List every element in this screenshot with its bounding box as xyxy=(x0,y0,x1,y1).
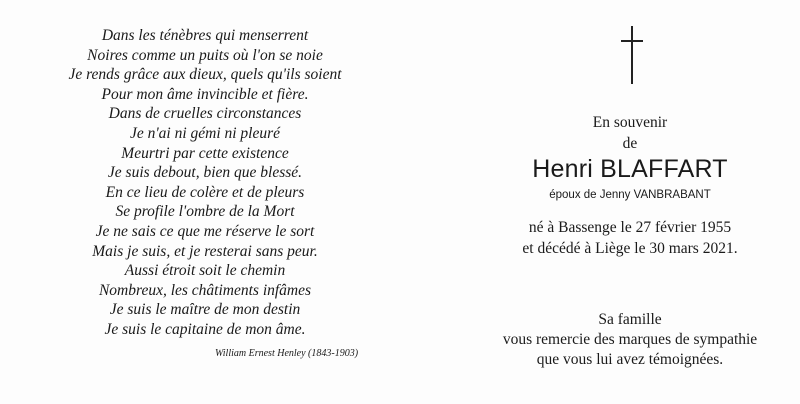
poem-attribution: William Ernest Henley (1843-1903) xyxy=(215,348,359,359)
in-memory-heading: En souvenir xyxy=(592,114,668,131)
latin-cross-icon xyxy=(621,26,643,84)
poem-line: Je ne sais ce que me réserve le sort xyxy=(95,222,315,240)
poem-line: Nombreux, les châtiments infâmes xyxy=(98,281,312,299)
thanks-line-2: que vous lui avez témoignées. xyxy=(536,351,724,368)
family-label: Sa famille xyxy=(598,311,662,328)
poem-line: Je n'ai ni gémi ni pleuré xyxy=(129,124,281,142)
birth-line: né à Bassenge le 27 février 1955 xyxy=(528,219,732,236)
poem-line: Aussi étroit soit le chemin xyxy=(124,262,286,280)
poem-line: Pour mon âme invincible et fière. xyxy=(101,85,309,103)
poem-line: Je rends grâce aux dieux, quels qu'ils soient xyxy=(68,66,342,84)
poem-line: Je suis le maître de mon destin xyxy=(109,301,301,319)
poem-line: Meurtri par cette existence xyxy=(121,144,289,162)
poem-line: Dans de cruelles circonstances xyxy=(108,105,302,123)
poem-line: Mais je suis, et je resterai sans peur. xyxy=(92,242,318,260)
spouse-line: époux de Jenny VANBRABANT xyxy=(549,189,711,201)
poem-line: En ce lieu de colère et de pleurs xyxy=(105,183,305,201)
poem-line: Noires comme un puits où l'on se noie xyxy=(87,46,323,64)
of-label: de xyxy=(622,135,638,152)
poem-line: Je suis debout, bien que blessé. xyxy=(107,164,303,182)
deceased-name: Henri BLAFFART xyxy=(532,155,728,183)
poem-line: Se profile l'ombre de la Mort xyxy=(115,203,295,221)
thanks-line-1: vous remercie des marques de sympathie xyxy=(502,331,758,348)
poem-line: Dans les ténèbres qui menserrent xyxy=(101,27,309,44)
poem xyxy=(40,26,370,340)
death-line: et décédé à Liège le 30 mars 2021. xyxy=(522,240,738,257)
poem-line: Je suis le capitaine de mon âme. xyxy=(104,320,306,338)
